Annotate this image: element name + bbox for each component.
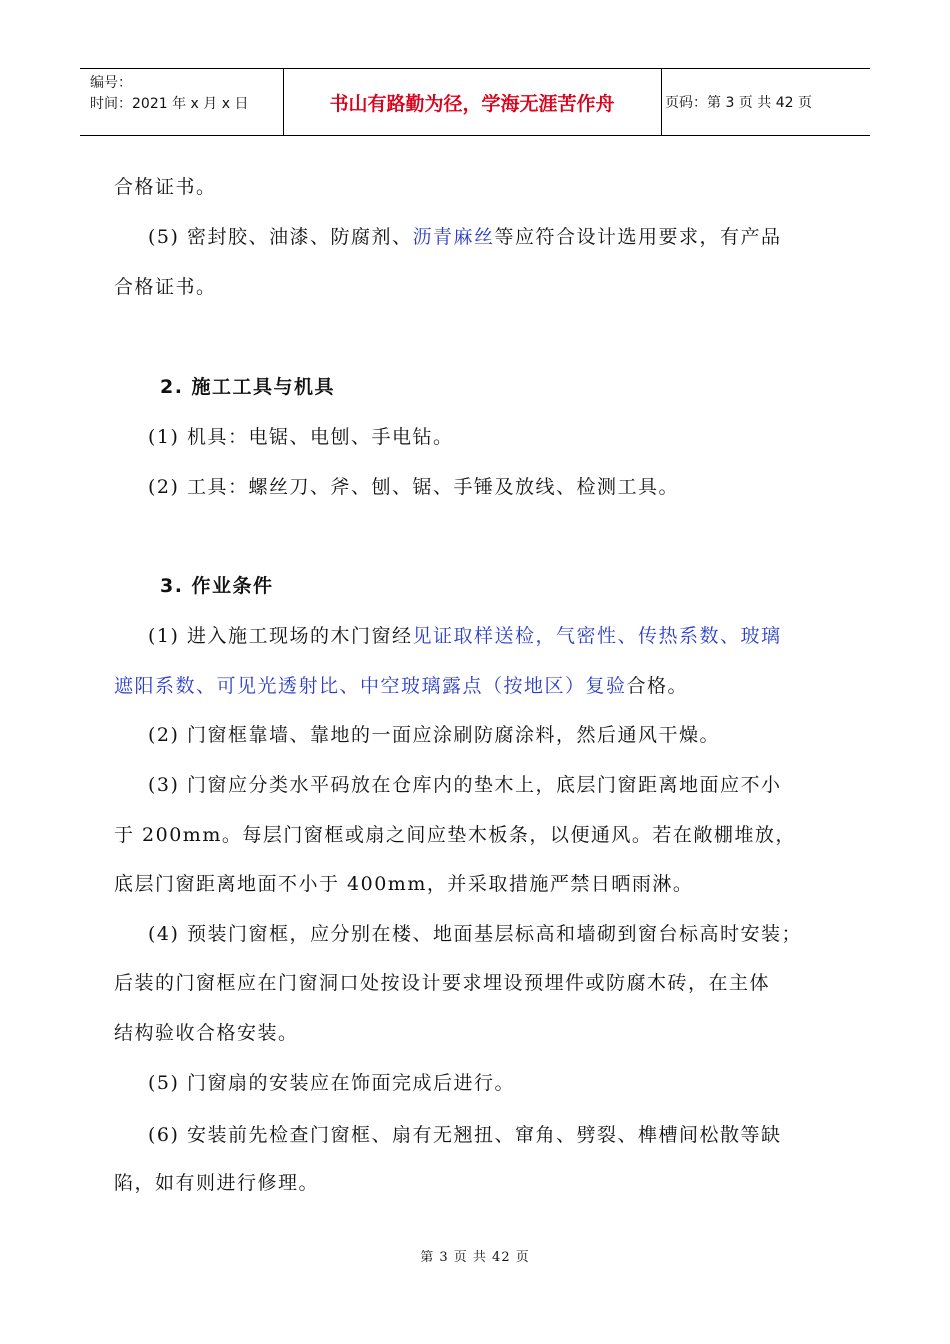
paragraph-line: 底层门窗距离地面不小于 400mm，并采取措施严禁日晒雨淋。 bbox=[114, 873, 694, 895]
paragraph-line: 于 200mm。每层门窗框或扇之间应垫木板条，以便通风。若在敞棚堆放， bbox=[114, 824, 796, 846]
document-number: 编号： bbox=[90, 75, 132, 91]
text-span: 合格。 bbox=[626, 675, 689, 697]
document-date: 时间：2021 年 x 月 x 日 bbox=[90, 96, 249, 112]
page-header bbox=[80, 68, 870, 136]
paragraph-line: (3) 门窗应分类水平码放在仓库内的垫木上，底层门窗距离地面应不小 bbox=[148, 774, 782, 796]
header-motto: 书山有路勤为径，学海无涯苦作舟 bbox=[329, 92, 615, 115]
page-footer: 第 3 页 共 42 页 bbox=[420, 1250, 530, 1265]
paragraph-line: 合格证书。 bbox=[114, 276, 217, 298]
paragraph-line: (6) 安装前先检查门窗框、扇有无翘扭、窜角、劈裂、榫槽间松散等缺 bbox=[148, 1124, 782, 1146]
header-page-info: 页码：第 3 页 共 42 页 bbox=[665, 95, 812, 111]
highlighted-term: 遮阳系数、可见光透射比、中空玻璃露点（按地区）复验 bbox=[114, 675, 627, 697]
paragraph-line: 合格证书。 bbox=[114, 176, 217, 198]
text-span: 等应符合设计选用要求，有产品 bbox=[494, 226, 782, 248]
section-heading: 2. 施工工具与机具 bbox=[160, 376, 336, 398]
highlighted-term: 见证取样送检，气密性、传热系数、玻璃 bbox=[412, 625, 782, 647]
text-span: (1) 进入施工现场的木门窗经 bbox=[148, 625, 413, 647]
header-divider bbox=[661, 69, 662, 135]
paragraph-line: (2) 门窗框靠墙、靠地的一面应涂刷防腐涂料，然后通风干燥。 bbox=[148, 724, 720, 746]
section-heading: 3. 作业条件 bbox=[160, 575, 274, 597]
paragraph-line: 后装的门窗框应在门窗洞口处按设计要求埋设预埋件或防腐木砖，在主体 bbox=[114, 972, 771, 994]
paragraph-line: (1) 机具：电锯、电刨、手电钻。 bbox=[148, 426, 454, 448]
paragraph-line: 陷，如有则进行修理。 bbox=[114, 1172, 320, 1194]
paragraph-line bbox=[148, 621, 873, 648]
paragraph-line: (4) 预装门窗框，应分别在楼、地面基层标高和墙砌到窗台标高时安装； bbox=[148, 923, 802, 945]
paragraph-line bbox=[148, 222, 873, 249]
paragraph-line: 结构验收合格安装。 bbox=[114, 1022, 299, 1044]
paragraph-line bbox=[114, 671, 839, 698]
highlighted-term: 沥青麻丝 bbox=[412, 226, 495, 248]
paragraph-line: (2) 工具：螺丝刀、斧、刨、锯、手锤及放线、检测工具。 bbox=[148, 476, 679, 498]
header-meta bbox=[90, 73, 248, 115]
paragraph-line: (5) 门窗扇的安装应在饰面完成后进行。 bbox=[148, 1072, 515, 1094]
text-span: (5) 密封胶、油漆、防腐剂、 bbox=[148, 226, 413, 248]
